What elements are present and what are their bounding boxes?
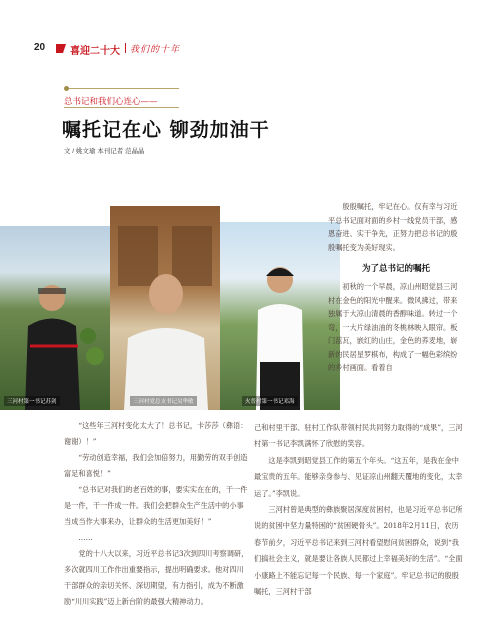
body-paragraph: “这些年三河村变化太大了！总书记，卡莎莎（彝语：谢谢）！” (64, 421, 248, 446)
photo-su-jian (0, 226, 110, 410)
lower-left-column (64, 418, 250, 610)
page-header (0, 42, 496, 56)
body-paragraph: “总书记对我们的老百姓的事，要实实在在的，干一件是一件，干一件成一件。我们会把群众生产生活中的小事当成当作大事来办，让群众的生活更加美好！” (64, 485, 248, 526)
photo-caption: 火普村第一书记邓海 (242, 396, 298, 406)
byline: 文 / 姚文瑜 本刊记者 范晶晶 (64, 148, 145, 155)
photo-caption: 三河村党总支书记吴华敏 (130, 396, 197, 406)
section-subheading: 为了总书记的嘱托 (361, 264, 430, 274)
body-paragraph: 这是李凯到昭觉县工作的第五个年头。“这五年，是我在金中最宝贵的五年。能够亲身参与、见证凉山州翻天覆地的变化，太幸运了。”李凯说。 (254, 455, 463, 498)
man-portrait-illustration (110, 206, 220, 410)
header-divider (125, 43, 126, 53)
body-paragraph: 初秋的一个早晨，凉山州昭觉县三河村在金色的阳光中醒来。微风拂过，带来独属于大凉山清晨的香醇味道。转过一个弯，一大片绿油油的冬桃林映入眼帘。板门蓝瓦，嵌红的山庄，金色的荞麦地，崭新的民居星罗棋布，构成了一幅色彩缤纷的乡村画面。看着自 (328, 282, 458, 372)
lower-right-column (254, 420, 464, 600)
photo-caption: 三河村第一书记苏剑 (4, 396, 60, 406)
kicker-rule-bottom (64, 107, 179, 108)
photo-deng-hai (220, 222, 340, 410)
red-flag-icon (56, 44, 66, 53)
body-paragraph: 三河村曾是典型的彝族聚居深度贫困村，也是习近平总书记所说的贫困中坚力量特困的“贫困硬骨头”。2018年2月11日，农历春节前夕，习近平总书记来到三河村看望慰问贫困群众，说到“我们搞社会主义，就是要让各族人民都过上幸福美好的生活”。“全面小康路上不能忘记每一个民族、每一个家庭”。牢记总书记的殷殷嘱托，三河村干部 (254, 505, 463, 597)
right-column (328, 200, 464, 375)
intro-paragraph: 殷殷嘱托，牢记在心。仅有幸与习近平总书记面对面的乡村一线党员干部，感恩奋进、实干争先，正努力把总书记的殷殷嘱托变为美好现实。 (328, 202, 458, 252)
body-paragraph: 己和村里干部、驻村工作队带领村民共同努力取得的“成果”，三河村第一书记李凯满怀了欣慰的笑容。 (254, 423, 463, 449)
page-number: 20 (34, 42, 46, 53)
woman-portrait-illustration (220, 222, 340, 410)
man-portrait-illustration (0, 226, 110, 410)
section-title: 喜迎二十大 (70, 46, 120, 57)
article-title: 嘱托记在心 铆劲加油干 (62, 119, 270, 141)
series-title: 我们的十年 (130, 44, 181, 54)
kicker-text: 总书记和我们心连心—— (64, 97, 158, 107)
body-paragraph: …… (78, 533, 93, 542)
photo-wu-huamin (110, 206, 220, 410)
kicker-rule-top (69, 88, 179, 89)
body-paragraph: 党的十八大以来，习近平总书记3次到四川考察调研，多次就四川工作作出重要指示，提出明确要求。他对四川干部群众的亲切关怀、深切期望，有力指引，成为不断激励“川川实践”迈上新台阶的最强大精神动力。 (64, 549, 249, 606)
body-paragraph: “劳动创造幸福，我们会加倍努力，用勤劳的双手创造富足和喜悦！” (64, 453, 248, 478)
